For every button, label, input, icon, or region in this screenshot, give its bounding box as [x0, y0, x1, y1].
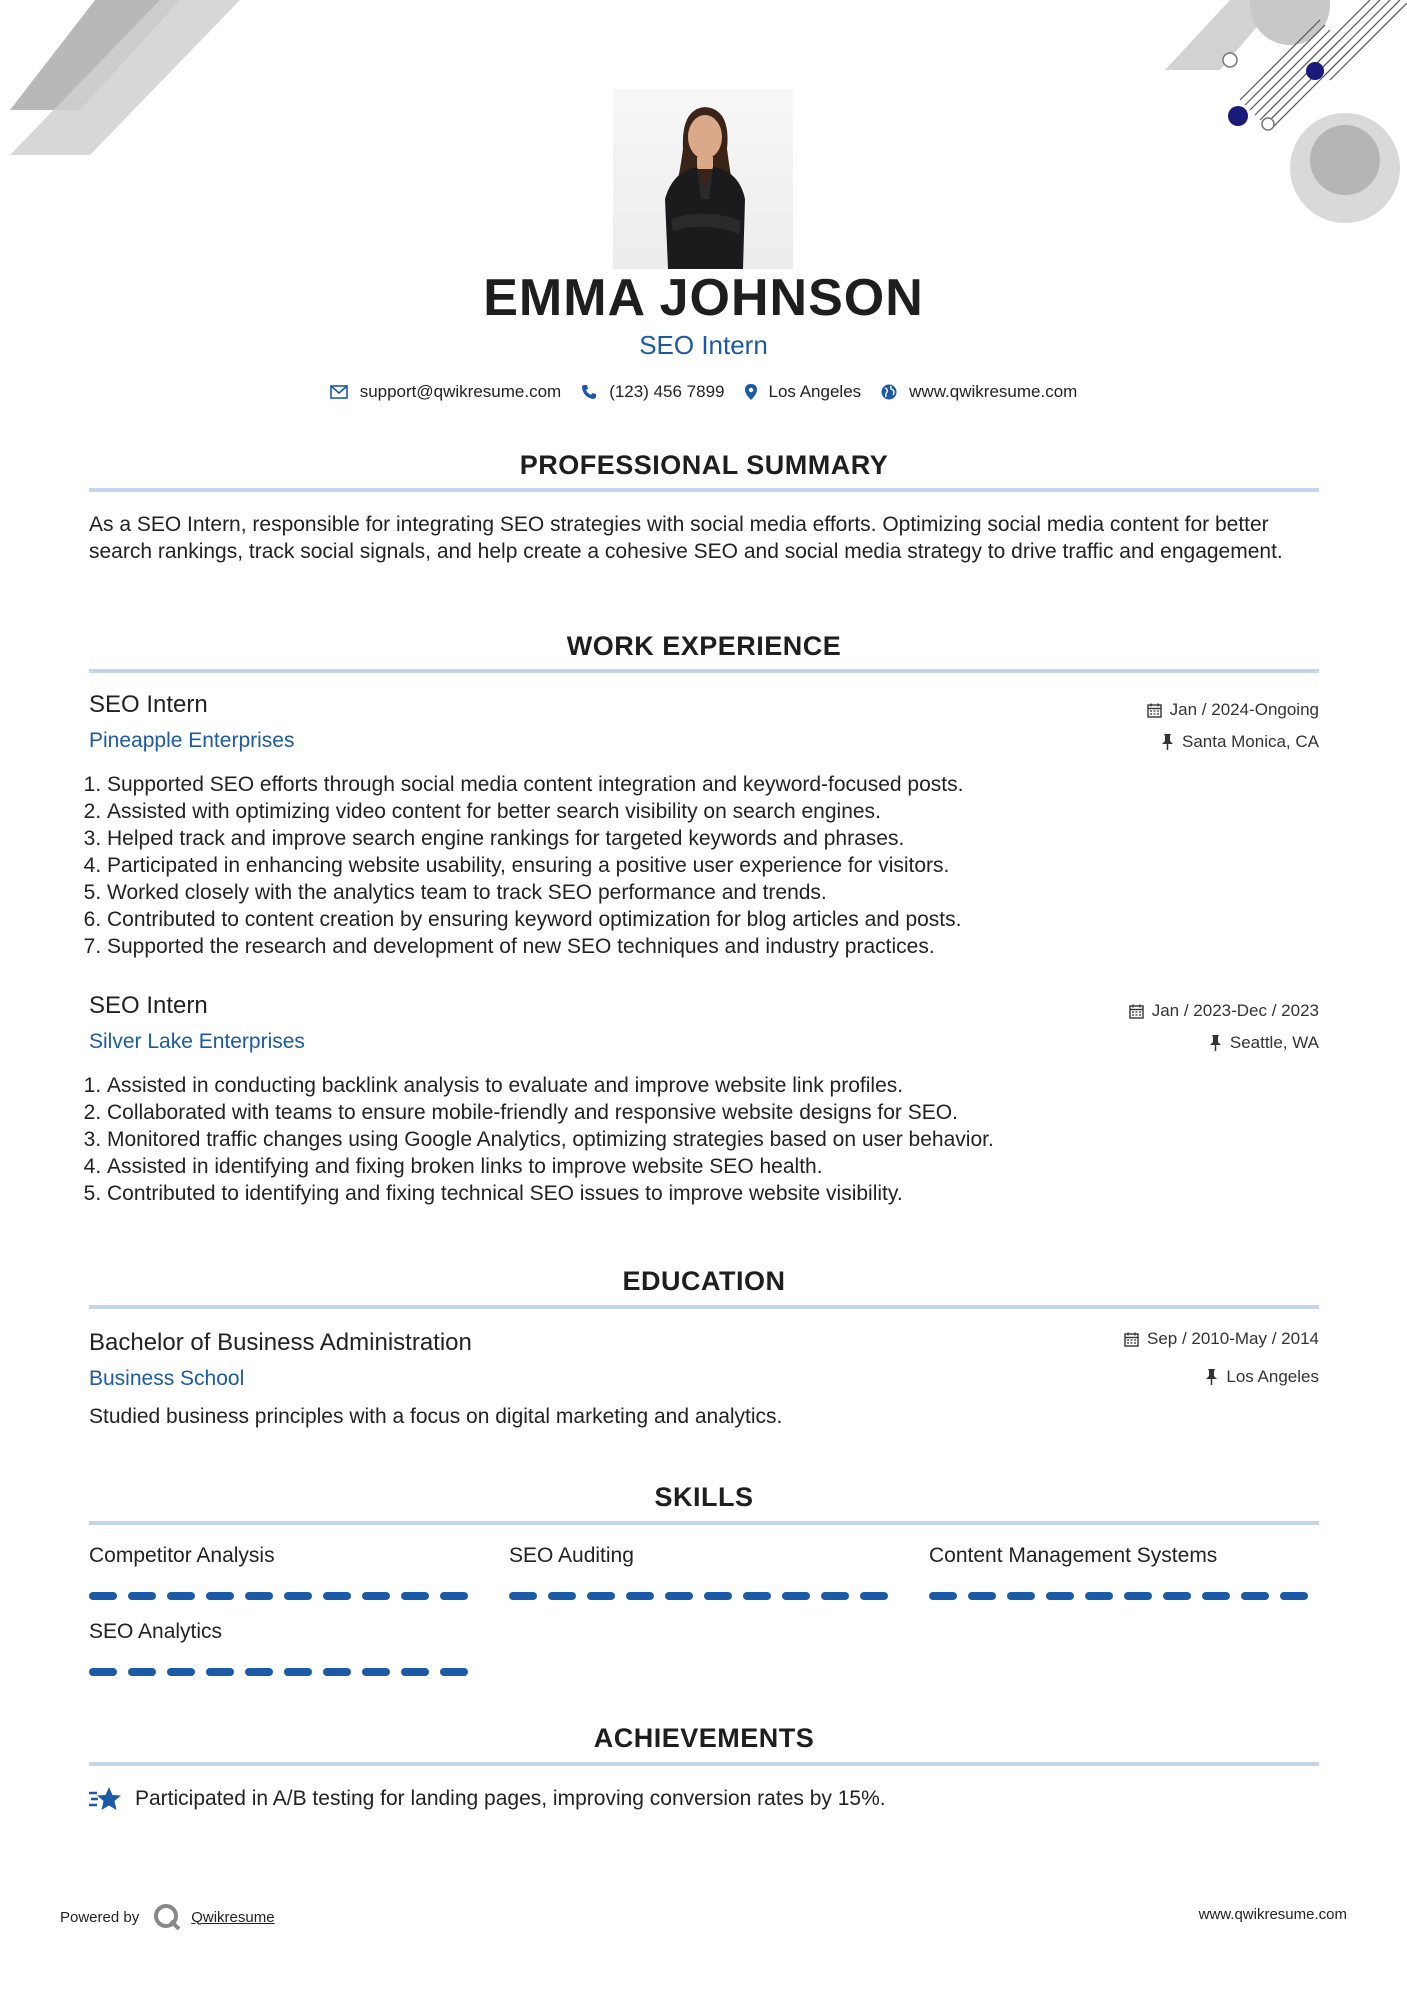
job-responsibilities: [89, 771, 1347, 960]
powered-by-label: Powered by: [60, 1908, 140, 1926]
top-left-decoration: [0, 0, 260, 170]
education-degree: Bachelor of Business Administration: [89, 1329, 472, 1356]
envelope-icon: [330, 385, 348, 399]
skill-segment: [1163, 1592, 1191, 1600]
education-dates-text: Sep / 2010-May / 2014: [1146, 1329, 1319, 1348]
skill-segment: [704, 1592, 732, 1600]
contact-website-text: www.qwikresume.com: [909, 382, 1078, 401]
education-location: [1205, 1367, 1319, 1387]
education-dates: [1124, 1329, 1319, 1349]
achievement-text: Participated in A/B testing for landing pages, improving conversion rates by 15%.: [135, 1787, 886, 1810]
list-item: 3. Monitored traffic changes using Google Analytics, optimizing strategies based on user behavior.: [107, 1126, 1347, 1153]
education-school: Business School: [89, 1367, 245, 1390]
contact-phone-text: (123) 456 7899: [609, 382, 725, 401]
job-title: SEO Intern: [89, 992, 208, 1019]
skill-segment: [1085, 1592, 1113, 1600]
skill-segment: [1007, 1592, 1035, 1600]
skill-segment: [821, 1592, 849, 1600]
skill-segment: [860, 1592, 888, 1600]
list-item: 4. Assisted in identifying and fixing broken links to improve website SEO health.: [107, 1153, 1347, 1180]
list-item: 3. Helped track and improve search engine rankings for targeted keywords and phrases.: [107, 825, 1347, 852]
list-item: 2. Assisted with optimizing video content for better search visibility on search engines.: [107, 798, 1347, 825]
education-divider: [89, 1305, 1319, 1309]
list-item: 7. Supported the research and development of new SEO techniques and industry practices.: [107, 933, 1347, 960]
achievements-heading: ACHIEVEMENTS: [593, 1723, 815, 1753]
skill-segment: [1202, 1592, 1230, 1600]
skill-segment: [968, 1592, 996, 1600]
contact-email-text: support@qwikresume.com: [359, 382, 562, 401]
candidate-name: EMMA JOHNSON: [483, 269, 924, 327]
pushpin-icon: [1209, 1035, 1222, 1051]
skill-segment: [128, 1668, 156, 1676]
contact-phone[interactable]: [581, 382, 724, 402]
skill-segment: [284, 1592, 312, 1600]
skill-segment: [929, 1592, 957, 1600]
brand-link[interactable]: Qwikresume: [191, 1908, 275, 1926]
skill-segment: [245, 1592, 273, 1600]
skill-segment: [206, 1668, 234, 1676]
profile-photo: [613, 89, 793, 269]
pushpin-icon: [1205, 1369, 1218, 1385]
contact-bar: [0, 382, 1407, 402]
skill-segment: [440, 1668, 468, 1676]
skill-segment: [401, 1592, 429, 1600]
job-location: [1209, 1033, 1319, 1053]
contact-website[interactable]: [881, 382, 1077, 402]
job-location: [1161, 732, 1319, 752]
skill-segment: [245, 1668, 273, 1676]
list-item: 1. Assisted in conducting backlink analysis to evaluate and improve website link profiles.: [107, 1072, 1347, 1099]
job-location-text: Seattle, WA: [1229, 1033, 1319, 1052]
skill-name: Competitor Analysis: [89, 1544, 275, 1567]
achievement-item: [89, 1786, 886, 1812]
skill-name: Content Management Systems: [929, 1544, 1218, 1567]
skill-segment: [284, 1668, 312, 1676]
summary-text: As a SEO Intern, responsible for integrating SEO strategies with social media efforts. Optimizing social media content for better search rankings, track social signals, and help create a cohesive SEO and social media strategy to drive traffic and engagement.: [89, 513, 1283, 563]
contact-location: [745, 382, 862, 402]
job-dates-text: Jan / 2024-Ongoing: [1169, 700, 1319, 719]
job-dates: [1147, 700, 1319, 720]
skill-segment: [626, 1592, 654, 1600]
top-right-decoration: [1150, 0, 1407, 230]
skill-segment: [1241, 1592, 1269, 1600]
contact-email[interactable]: [330, 382, 562, 402]
skill-name: SEO Auditing: [509, 1544, 634, 1567]
skill-segment: [89, 1592, 117, 1600]
skill-segment: [362, 1668, 390, 1676]
list-item: 1. Supported SEO efforts through social media content integration and keyword-focused posts.: [107, 771, 1347, 798]
skill-level-bar: [89, 1590, 469, 1602]
skill-segment: [206, 1592, 234, 1600]
calendar-icon: [1124, 1332, 1139, 1347]
footer-powered-by: [60, 1903, 275, 1931]
skills-heading: SKILLS: [654, 1482, 754, 1512]
list-item: 2. Collaborated with teams to ensure mobile-friendly and responsive website designs for SEO.: [107, 1099, 1347, 1126]
skill-level-bar: [89, 1666, 469, 1678]
job-location-text: Santa Monica, CA: [1181, 732, 1319, 751]
job-dates-text: Jan / 2023-Dec / 2023: [1151, 1001, 1319, 1020]
skill-segment: [587, 1592, 615, 1600]
education-heading: EDUCATION: [622, 1266, 786, 1296]
map-pin-icon: [745, 384, 757, 400]
job-company: Silver Lake Enterprises: [89, 1030, 305, 1053]
skill-segment: [167, 1592, 195, 1600]
pushpin-icon: [1161, 734, 1174, 750]
skill-segment: [128, 1592, 156, 1600]
phone-icon: [581, 384, 597, 400]
education-description: Studied business principles with a focus on digital marketing and analytics.: [89, 1405, 783, 1428]
star-award-icon: [89, 1786, 121, 1812]
job-responsibilities: [89, 1072, 1347, 1207]
summary-divider: [89, 488, 1319, 492]
skill-name: SEO Analytics: [89, 1620, 223, 1643]
calendar-icon: [1129, 1004, 1144, 1019]
education-location-text: Los Angeles: [1226, 1367, 1319, 1386]
job-dates: [1129, 1001, 1319, 1021]
list-item: 5. Contributed to identifying and fixing technical SEO issues to improve website visibility.: [107, 1180, 1347, 1207]
summary-heading: PROFESSIONAL SUMMARY: [519, 450, 889, 480]
list-item: 4. Participated in enhancing website usability, ensuring a positive user experience for visitors.: [107, 852, 1347, 879]
achievements-divider: [89, 1762, 1319, 1766]
contact-location-text: Los Angeles: [768, 382, 862, 401]
skill-segment: [1124, 1592, 1152, 1600]
skill-segment: [548, 1592, 576, 1600]
skill-level-bar: [509, 1590, 889, 1602]
skill-level-bar: [929, 1590, 1309, 1602]
skill-segment: [167, 1668, 195, 1676]
skill-segment: [401, 1668, 429, 1676]
skill-segment: [782, 1592, 810, 1600]
skill-segment: [89, 1668, 117, 1676]
skills-divider: [89, 1521, 1319, 1525]
job-title: SEO Intern: [89, 691, 208, 718]
list-item: 6. Contributed to content creation by ensuring keyword optimization for blog articles and posts.: [107, 906, 1347, 933]
globe-icon: [881, 384, 897, 400]
skill-segment: [1280, 1592, 1308, 1600]
candidate-role: SEO Intern: [639, 330, 768, 360]
skill-segment: [362, 1592, 390, 1600]
skill-segment: [665, 1592, 693, 1600]
skill-segment: [323, 1668, 351, 1676]
experience-heading: WORK EXPERIENCE: [566, 631, 842, 661]
qwikresume-logo-icon: [153, 1903, 181, 1931]
skill-segment: [323, 1592, 351, 1600]
footer-website[interactable]: www.qwikresume.com: [1198, 1906, 1347, 1923]
skill-segment: [743, 1592, 771, 1600]
skill-segment: [440, 1592, 468, 1600]
skill-segment: [509, 1592, 537, 1600]
calendar-icon: [1147, 703, 1162, 718]
job-company: Pineapple Enterprises: [89, 729, 295, 752]
skill-segment: [1046, 1592, 1074, 1600]
list-item: 5. Worked closely with the analytics team to track SEO performance and trends.: [107, 879, 1347, 906]
experience-divider: [89, 669, 1319, 673]
